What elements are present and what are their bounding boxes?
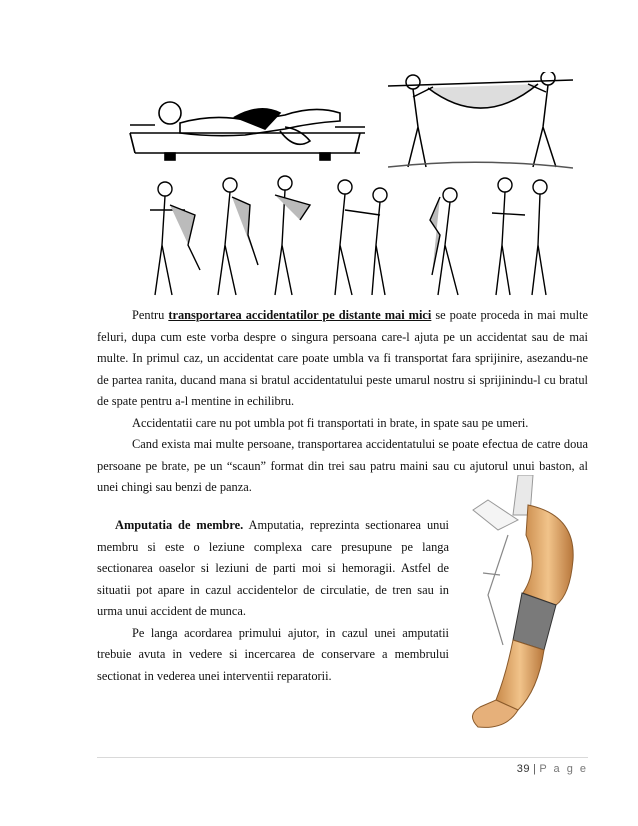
carry-figure-back [218, 178, 258, 295]
footer-separator: | [532, 763, 537, 775]
text-run: se poate proceda in mai multe feluri, dupa cum este vorba despre o singura persoana care-l ajuta pe un accidentat sau de mai multe. In primul caz, un accidentat care poate umbla va fi transportat fara sprijinire, asezandu-ne de partea ranita, ducand mana si bratul accidentatului peste umarul nostru si sprijinindu-l cu bratul de spate pentru a-l mentine in echilibru. [97, 308, 588, 408]
text-run: Pentru [132, 308, 169, 322]
amputation-section [97, 515, 449, 687]
carry-figure-shoulder [275, 176, 310, 295]
emphasis-text: transportarea accidentatilor pe distante mai mici [168, 308, 432, 322]
carrying-techniques-illustration [140, 175, 560, 300]
page-footer [517, 763, 588, 775]
page-number: 39 [516, 763, 530, 775]
footer-divider [97, 757, 588, 758]
carry-figure-arms [150, 182, 200, 295]
carry-figure-two-rescuers [492, 178, 547, 295]
text-run: Amputatia, reprezinta sectionarea unui membru si este o leziune complexa care presupune pe langa sectionarea oaselor si leziuni de parti moi si hemoragii. Astfel de situatii pot apare in cazul accidentelor de circulatie, de tren sau in urma unui accident de munca. [97, 518, 449, 618]
stretcher-person-illustration [125, 95, 365, 167]
transport-paragraph-2: Accidentatii care nu pot umbla pot fi transportati in brate, in spate sau pe umeri. [132, 415, 529, 430]
improvised-stretcher-carry-illustration [388, 72, 573, 172]
transport-paragraph-1 [97, 305, 588, 413]
carry-figure-piggyback [430, 188, 458, 295]
page-label: P a g e [539, 763, 588, 775]
section-heading: Amputatia de membre. [115, 518, 244, 532]
amputation-paragraph-2: Pe langa acordarea primului ajutor, in cazul unei amputatii trebuie avuta in vedere si incercarea de conservare a membrului sectionat in vederea unei interventii reparatorii. [97, 625, 449, 683]
prosthetic-arm-image [458, 475, 593, 740]
carry-figure-support [335, 180, 387, 295]
amputation-paragraph-1 [97, 515, 449, 623]
transport-paragraph-3: Cand exista mai multe persoane, transportarea accidentatului se poate efectua de catre doua persoane pe brate, pe un “scaun” format din trei sau patru maini sau cu ajutorul unui baston, al unei chingi sau benzi de panza. [97, 437, 588, 494]
transport-section [97, 305, 588, 499]
